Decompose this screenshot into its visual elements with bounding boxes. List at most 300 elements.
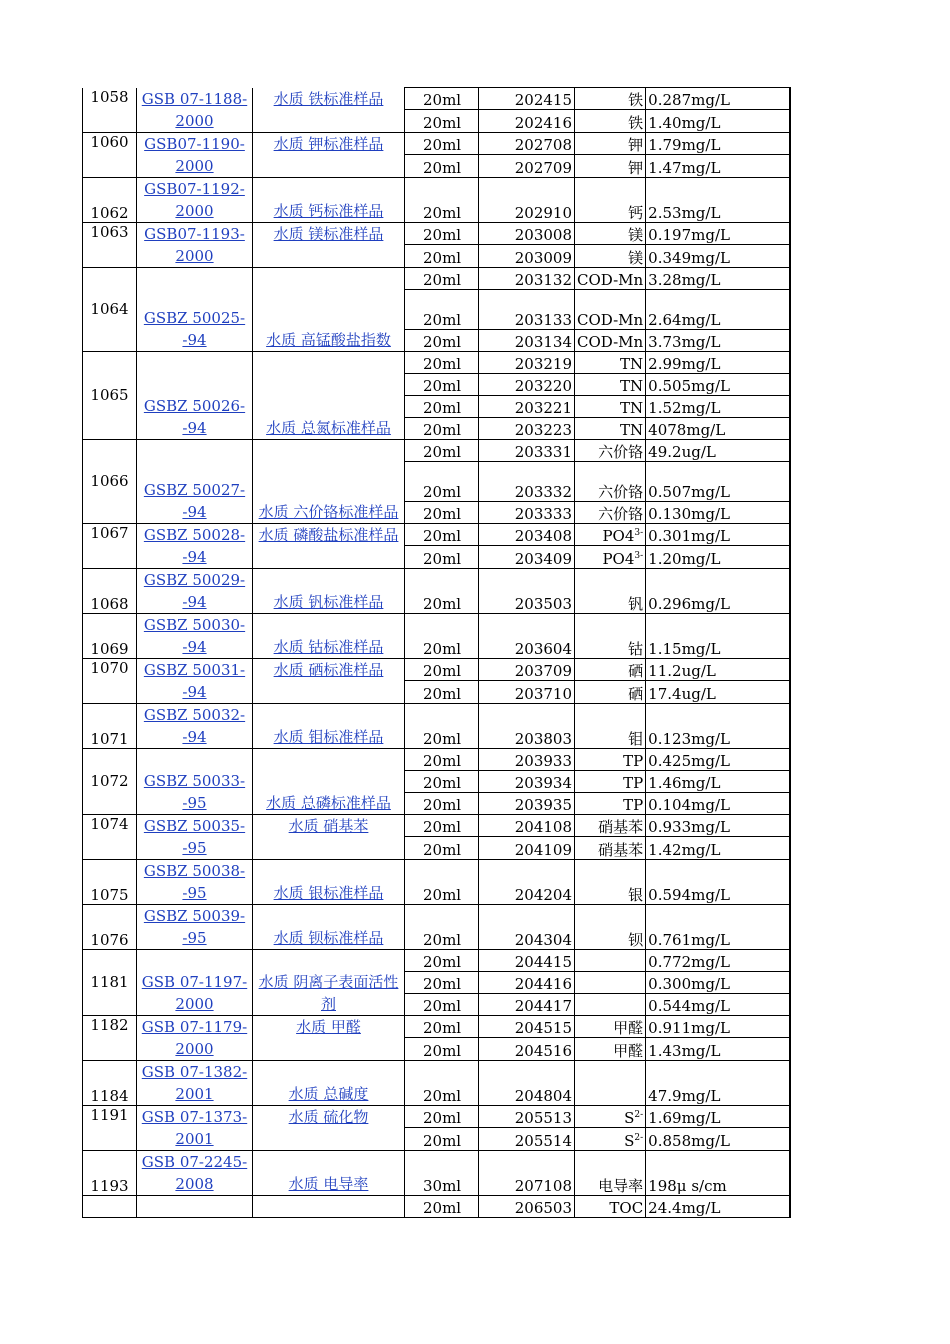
standard-code-link[interactable]: [137, 814, 253, 859]
standard-code[interactable]: GSBZ 50035--95: [143, 816, 246, 857]
volume: 20ml: [405, 568, 479, 613]
volume: 20ml: [405, 177, 479, 222]
sample-name-link[interactable]: [253, 904, 405, 949]
volume: 20ml: [405, 439, 479, 461]
concentration: 4078mg/L: [646, 417, 790, 439]
sample-name[interactable]: 水质 铁标准样品: [273, 89, 384, 108]
standard-code-link[interactable]: [137, 1105, 253, 1150]
sample-name[interactable]: 水质 硝基苯: [288, 816, 369, 835]
lot-number: 203134: [479, 329, 575, 351]
analyte: [575, 859, 646, 904]
analyte-label: TP: [623, 751, 644, 770]
analyte-label: COD-Mn: [577, 310, 644, 329]
analyte-label: TP: [623, 773, 644, 792]
table-row: [83, 859, 790, 904]
lot-number: 203409: [479, 546, 575, 569]
analyte-label: 镁: [628, 248, 644, 267]
concentration: 0.197mg/L: [646, 222, 790, 245]
charge-superscript: 2-: [634, 1110, 644, 1120]
lot-number: 203009: [479, 245, 575, 268]
analyte: [575, 1105, 646, 1128]
analyte-label: 六价铬: [598, 504, 644, 523]
standard-code-link[interactable]: [137, 949, 253, 1015]
concentration: 1.42mg/L: [646, 837, 790, 860]
analyte-label: 甲醛: [613, 1019, 644, 1037]
standard-code[interactable]: GSBZ 50026--94: [143, 396, 246, 437]
table-row: [83, 1105, 790, 1128]
sample-name[interactable]: 水质 钒标准样品: [273, 592, 384, 611]
analyte: [575, 904, 646, 949]
table-row: [83, 88, 790, 110]
analyte-label: 硒: [628, 684, 644, 703]
concentration: 1.52mg/L: [646, 395, 790, 417]
analyte-label: COD-Mn: [577, 270, 644, 289]
lot-number: 204109: [479, 837, 575, 860]
volume: 20ml: [405, 222, 479, 245]
standard-code-link[interactable]: [137, 1015, 253, 1060]
sample-name[interactable]: 水质 镁标准样品: [273, 224, 384, 243]
analyte-label: 钒: [628, 594, 644, 613]
volume: 20ml: [405, 792, 479, 814]
sample-name[interactable]: 水质 银标准样品: [273, 883, 384, 902]
lot-number: 203803: [479, 703, 575, 748]
sample-id: 1064: [83, 267, 137, 351]
concentration: 0.858mg/L: [646, 1128, 790, 1151]
volume: 20ml: [405, 523, 479, 546]
concentration: 2.99mg/L: [646, 351, 790, 373]
sample-name[interactable]: 水质 总磷标准样品: [266, 793, 391, 812]
concentration: 3.28mg/L: [646, 267, 790, 289]
sample-id: 1076: [83, 904, 137, 949]
volume: 20ml: [405, 461, 479, 501]
lot-number: 204516: [479, 1038, 575, 1061]
analyte: [575, 395, 646, 417]
lot-number: 202416: [479, 110, 575, 132]
analyte-label: 铁: [628, 91, 644, 110]
concentration: 11.2ug/L: [646, 658, 790, 681]
analyte: [575, 792, 646, 814]
sample-name-link[interactable]: [253, 748, 405, 814]
concentration: 0.349mg/L: [646, 245, 790, 268]
analyte: [575, 814, 646, 837]
analyte-label: 六价铬: [598, 482, 644, 501]
lot-number: 203332: [479, 461, 575, 501]
sample-id: 1069: [83, 613, 137, 658]
standard-code[interactable]: GSBZ 50030--94: [143, 615, 246, 656]
sample-name-link[interactable]: [253, 1150, 405, 1195]
lot-number: 203935: [479, 792, 575, 814]
volume: 20ml: [405, 267, 479, 289]
sample-name[interactable]: 水质 阴离子表面活性剂: [258, 972, 399, 1013]
analyte: [575, 155, 646, 178]
standard-code-link[interactable]: [137, 1195, 253, 1217]
standard-code-link[interactable]: [137, 904, 253, 949]
sample-name-link[interactable]: [253, 658, 405, 703]
table-body: [83, 88, 790, 1218]
sample-name-link[interactable]: [253, 523, 405, 568]
analyte-label: 钙: [628, 203, 644, 222]
sample-id: 1058: [83, 88, 137, 133]
analyte: [575, 267, 646, 289]
lot-number: 206503: [479, 1195, 575, 1217]
analyte: [575, 461, 646, 501]
analyte: [575, 770, 646, 792]
analyte: [575, 681, 646, 704]
sample-id: 1181: [83, 949, 137, 1015]
lot-number: 203604: [479, 613, 575, 658]
lot-number: 203008: [479, 222, 575, 245]
table-row: [83, 1060, 790, 1105]
table-row: [83, 222, 790, 245]
sample-id: 1072: [83, 748, 137, 814]
standard-code[interactable]: GSB 07-1382-2001: [141, 1062, 248, 1103]
volume: 20ml: [405, 1128, 479, 1151]
standard-code-link[interactable]: [137, 1150, 253, 1195]
table-row: [83, 613, 790, 658]
sample-name-link[interactable]: [253, 177, 405, 222]
standard-code[interactable]: GSB 07-1373-2001: [141, 1107, 248, 1148]
concentration: 2.53mg/L: [646, 177, 790, 222]
analyte-label: 钾: [628, 136, 644, 154]
volume: 20ml: [405, 351, 479, 373]
sample-id: 1066: [83, 439, 137, 523]
concentration: 0.287mg/L: [646, 88, 790, 110]
sample-name-link[interactable]: [253, 814, 405, 859]
concentration: 0.772mg/L: [646, 949, 790, 971]
sample-name[interactable]: 水质 钡标准样品: [273, 928, 384, 947]
sample-name-link[interactable]: [253, 613, 405, 658]
standard-code-link[interactable]: [137, 658, 253, 703]
concentration: 1.79mg/L: [646, 132, 790, 155]
lot-number: 204108: [479, 814, 575, 837]
analyte: [575, 613, 646, 658]
concentration: 1.40mg/L: [646, 110, 790, 132]
concentration: 198μ s/cm: [646, 1150, 790, 1195]
lot-number: 203934: [479, 770, 575, 792]
standard-code-link[interactable]: [137, 613, 253, 658]
concentration: 0.507mg/L: [646, 461, 790, 501]
sample-id: 1065: [83, 351, 137, 439]
standard-code-link[interactable]: [137, 748, 253, 814]
concentration: 17.4ug/L: [646, 681, 790, 704]
standard-code[interactable]: GSB 07-2245-2008: [141, 1152, 248, 1193]
sample-id: 1074: [83, 814, 137, 859]
volume: 20ml: [405, 245, 479, 268]
analyte-label: PO4: [602, 527, 635, 545]
concentration: 0.505mg/L: [646, 373, 790, 395]
standard-code-link[interactable]: [137, 703, 253, 748]
table-row: [83, 904, 790, 949]
analyte-label: 镁: [628, 226, 644, 244]
volume: 20ml: [405, 770, 479, 792]
concentration: 0.123mg/L: [646, 703, 790, 748]
volume: 20ml: [405, 88, 479, 110]
sample-name-link[interactable]: [253, 222, 405, 267]
analyte-label: 硝基苯: [598, 818, 644, 836]
sample-name[interactable]: 水质 总碱度: [288, 1084, 369, 1103]
concentration: 2.64mg/L: [646, 289, 790, 329]
analyte-label: 钴: [628, 639, 644, 658]
sample-name[interactable]: 水质 六价铬标准样品: [258, 502, 399, 521]
standard-code-link[interactable]: [137, 1060, 253, 1105]
standard-code[interactable]: GSBZ 50029--94: [143, 570, 246, 611]
sample-name-link[interactable]: [253, 351, 405, 439]
standard-code-link[interactable]: [137, 132, 253, 177]
sample-name-link[interactable]: [253, 88, 405, 133]
lot-number: 203133: [479, 289, 575, 329]
table-row: [83, 267, 790, 289]
sample-name-link[interactable]: [253, 859, 405, 904]
sample-name-link[interactable]: [253, 703, 405, 748]
concentration: 0.544mg/L: [646, 993, 790, 1015]
lot-number: 204515: [479, 1015, 575, 1038]
lot-number: 207108: [479, 1150, 575, 1195]
volume: 30ml: [405, 1150, 479, 1195]
sample-id: 1193: [83, 1150, 137, 1195]
lot-number: 203933: [479, 748, 575, 770]
standard-code-link[interactable]: [137, 523, 253, 568]
analyte: [575, 993, 646, 1015]
analyte-label: 硝基苯: [598, 840, 644, 859]
sample-name[interactable]: 水质 总氮标准样品: [266, 418, 391, 437]
lot-number: 203220: [479, 373, 575, 395]
analyte: [575, 568, 646, 613]
analyte: [575, 546, 646, 569]
analyte: [575, 1038, 646, 1061]
table-row: [83, 1015, 790, 1038]
concentration: 1.69mg/L: [646, 1105, 790, 1128]
volume: 20ml: [405, 289, 479, 329]
sample-name[interactable]: 水质 钼标准样品: [273, 727, 384, 746]
analyte: [575, 222, 646, 245]
sample-id: 1060: [83, 132, 137, 177]
analyte: [575, 417, 646, 439]
sample-name[interactable]: 水质 钙标准样品: [273, 201, 384, 220]
analyte-label: 六价铬: [598, 442, 644, 461]
sample-id: 1071: [83, 703, 137, 748]
standard-code[interactable]: GSBZ 50039--95: [143, 906, 246, 947]
standard-code[interactable]: GSBZ 50028--94: [143, 525, 246, 566]
sample-name[interactable]: 水质 钾标准样品: [273, 134, 384, 153]
standard-code-link[interactable]: [137, 177, 253, 222]
volume: 20ml: [405, 681, 479, 704]
sample-name[interactable]: 水质 电导率: [288, 1174, 369, 1193]
sample-id: 1184: [83, 1060, 137, 1105]
sample-name-link[interactable]: [253, 132, 405, 177]
sample-name-link[interactable]: [253, 1015, 405, 1060]
analyte-label: S: [624, 1131, 635, 1150]
sample-name[interactable]: 水质 钴标准样品: [273, 637, 384, 656]
lot-number: 203132: [479, 267, 575, 289]
concentration: 0.594mg/L: [646, 859, 790, 904]
concentration: 49.2ug/L: [646, 439, 790, 461]
standard-code-link[interactable]: [137, 568, 253, 613]
analyte-label: TN: [620, 376, 644, 395]
concentration: 1.15mg/L: [646, 613, 790, 658]
lot-number: 202415: [479, 88, 575, 110]
sample-name-link[interactable]: [253, 1195, 405, 1217]
volume: 20ml: [405, 417, 479, 439]
analyte: [575, 373, 646, 395]
table-row: [83, 748, 790, 770]
charge-superscript: 3-: [634, 528, 644, 538]
analyte-label: TN: [620, 398, 644, 417]
lot-number: 203331: [479, 439, 575, 461]
volume: 20ml: [405, 155, 479, 178]
lot-number: 204416: [479, 971, 575, 993]
concentration: 0.301mg/L: [646, 523, 790, 546]
volume: 20ml: [405, 971, 479, 993]
standard-code-link[interactable]: [137, 88, 253, 133]
lot-number: 204415: [479, 949, 575, 971]
volume: 20ml: [405, 1015, 479, 1038]
lot-number: 204204: [479, 859, 575, 904]
analyte: [575, 523, 646, 546]
concentration: 1.47mg/L: [646, 155, 790, 178]
standard-code-link[interactable]: [137, 222, 253, 267]
standard-code[interactable]: GSBZ 50033--95: [143, 771, 246, 812]
analyte-label: TN: [620, 354, 644, 373]
concentration: 0.761mg/L: [646, 904, 790, 949]
sample-name-link[interactable]: [253, 1105, 405, 1150]
volume: 20ml: [405, 546, 479, 569]
lot-number: 203408: [479, 523, 575, 546]
analyte-label: COD-Mn: [577, 332, 644, 351]
analyte: [575, 949, 646, 971]
lot-number: 202708: [479, 132, 575, 155]
lot-number: 204417: [479, 993, 575, 1015]
sample-id: 1062: [83, 177, 137, 222]
standard-code[interactable]: GSB 07-1188-2000: [141, 89, 248, 130]
analyte-label: TP: [623, 795, 644, 814]
volume: 20ml: [405, 373, 479, 395]
lot-number: 202910: [479, 177, 575, 222]
standard-code[interactable]: GSB07-1193-2000: [144, 224, 245, 265]
lot-number: 203219: [479, 351, 575, 373]
volume: 20ml: [405, 1038, 479, 1061]
sample-id: 1191: [83, 1105, 137, 1150]
standard-code[interactable]: GSBZ 50032--94: [143, 705, 246, 746]
analyte-label: 银: [628, 885, 644, 904]
sample-id: 1067: [83, 523, 137, 568]
standard-code[interactable]: GSBZ 50031--94: [143, 660, 246, 701]
volume: 20ml: [405, 837, 479, 860]
standard-code-link[interactable]: [137, 439, 253, 523]
concentration: 0.425mg/L: [646, 748, 790, 770]
sample-name[interactable]: 水质 硒标准样品: [273, 660, 384, 679]
sample-name-link[interactable]: [253, 568, 405, 613]
table-row: [83, 1150, 790, 1195]
volume: 20ml: [405, 1195, 479, 1217]
concentration: 24.4mg/L: [646, 1195, 790, 1217]
volume: 20ml: [405, 859, 479, 904]
analyte: [575, 703, 646, 748]
charge-superscript: 2-: [634, 1132, 644, 1143]
lot-number: 203221: [479, 395, 575, 417]
standard-code[interactable]: GSBZ 50025--94: [143, 308, 246, 349]
sample-name[interactable]: 水质 高锰酸盐指数: [266, 330, 391, 349]
standard-code[interactable]: GSB 07-1197-2000: [141, 972, 248, 1013]
standard-code-link[interactable]: [137, 267, 253, 351]
table-row: [83, 439, 790, 461]
table-row: [83, 351, 790, 373]
volume: 20ml: [405, 501, 479, 523]
sample-name-link[interactable]: [253, 1060, 405, 1105]
sample-name[interactable]: 水质 甲醛: [296, 1017, 361, 1036]
sample-name-link[interactable]: [253, 267, 405, 351]
table-row: [83, 658, 790, 681]
volume: 20ml: [405, 703, 479, 748]
volume: 20ml: [405, 904, 479, 949]
analyte: [575, 1060, 646, 1105]
sample-id: 1075: [83, 859, 137, 904]
concentration: 0.130mg/L: [646, 501, 790, 523]
concentration: 1.20mg/L: [646, 546, 790, 569]
charge-superscript: 3-: [634, 550, 644, 561]
lot-number: 204304: [479, 904, 575, 949]
analyte-label: TN: [620, 420, 644, 439]
sample-name-link[interactable]: [253, 949, 405, 1015]
lot-number: 205514: [479, 1128, 575, 1151]
lot-number: 202709: [479, 155, 575, 178]
analyte-label: 钡: [628, 930, 644, 949]
sample-name-link[interactable]: [253, 439, 405, 523]
table-row: [83, 1195, 790, 1217]
concentration: 1.43mg/L: [646, 1038, 790, 1061]
standard-code[interactable]: GSBZ 50027--94: [143, 480, 246, 521]
analyte: [575, 177, 646, 222]
concentration: 0.933mg/L: [646, 814, 790, 837]
analyte-label: PO4: [602, 549, 635, 568]
analyte: [575, 837, 646, 860]
analyte: [575, 245, 646, 268]
sample-id: 1070: [83, 658, 137, 703]
volume: 20ml: [405, 949, 479, 971]
standard-code-link[interactable]: [137, 351, 253, 439]
volume: 20ml: [405, 1060, 479, 1105]
concentration: 0.911mg/L: [646, 1015, 790, 1038]
analyte: [575, 1015, 646, 1038]
analyte-label: 硒: [628, 662, 644, 680]
volume: 20ml: [405, 329, 479, 351]
analyte: [575, 289, 646, 329]
analyte: [575, 329, 646, 351]
concentration: 0.104mg/L: [646, 792, 790, 814]
standard-code-link[interactable]: [137, 859, 253, 904]
analyte-label: 钾: [628, 158, 644, 177]
standard-code[interactable]: GSBZ 50038--95: [143, 861, 246, 902]
lot-number: 203503: [479, 568, 575, 613]
standard-code[interactable]: GSB 07-1179-2000: [141, 1017, 248, 1058]
table-row: [83, 703, 790, 748]
table-row: [83, 568, 790, 613]
analyte: [575, 748, 646, 770]
concentration: 1.46mg/L: [646, 770, 790, 792]
analyte-label: 钼: [628, 729, 644, 748]
analyte-label: 电导率: [598, 1176, 644, 1195]
standard-code[interactable]: GSB07-1192-2000: [144, 179, 245, 220]
table-row: [83, 949, 790, 971]
analyte: [575, 1128, 646, 1151]
lot-number: 203709: [479, 658, 575, 681]
lot-number: 203710: [479, 681, 575, 704]
standard-code[interactable]: GSB07-1190-2000: [144, 134, 245, 175]
sample-id: [83, 1195, 137, 1217]
sample-name[interactable]: 水质 硫化物: [288, 1107, 369, 1126]
analyte-label: TOC: [609, 1198, 644, 1217]
sample-name[interactable]: 水质 磷酸盐标准样品: [258, 525, 399, 544]
concentration: 3.73mg/L: [646, 329, 790, 351]
